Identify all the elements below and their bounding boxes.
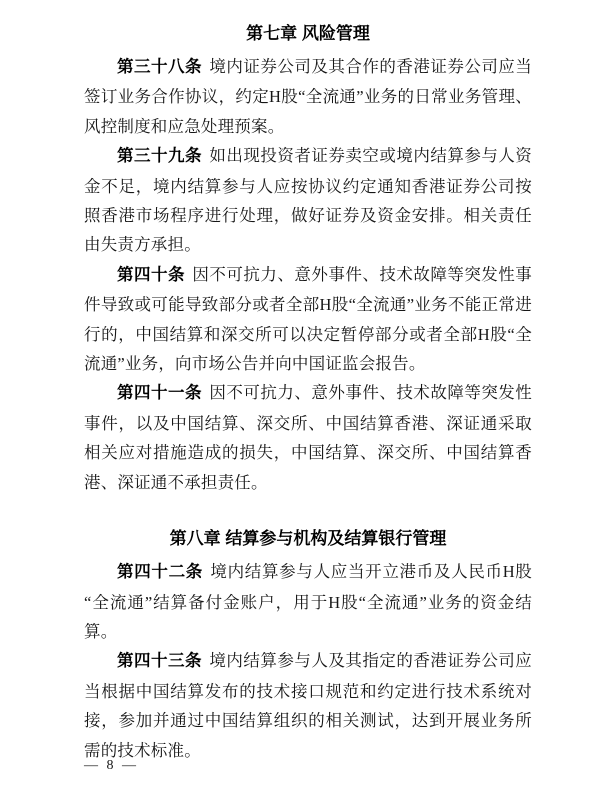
chapter-8-heading: 第八章 结算参与机构及结算银行管理: [169, 529, 447, 549]
article-42-text: 境内结算参与人应当开立港币及人民币H股“全流通”结算备付金账户，用于H股“全流通”业务的资金结算。: [84, 562, 533, 641]
article-38: [84, 52, 532, 141]
article-43: [84, 646, 532, 765]
article-39: [84, 141, 532, 260]
article-38-number: 第三十八条: [117, 58, 202, 76]
article-39-text: 如出现投资者证券卖空或境内结算参与人资金不足，境内结算参与人应按协议约定通知香港证券公司按照香港市场程序进行处理，做好证券及资金安排。相关责任由失责方承担。: [84, 146, 533, 255]
article-40: [84, 260, 532, 379]
article-41-number: 第四十一条: [117, 384, 202, 403]
article-39-number: 第三十九条: [117, 147, 202, 166]
article-40-text: 因不可抗力、意外事件、技术故障等突发性事件导致或可能导致部分或者全部H股“全流通”业务不能正常进行的，中国结算和深交所可以决定暂停部分或者全部H股“全流通”业务，向市场公告并向中国证监会报告。: [84, 264, 532, 374]
article-38-text: 境内证券公司及其合作的香港证券公司应当签订业务合作协议，约定H股“全流通”业务的日常业务管理、风控制度和应急处理预案。: [84, 57, 533, 136]
article-43-text: 境内结算参与人及其指定的香港证券公司应当根据中国结算发布的技术接口规范和约定进行技术系统对接，参加并通过中国结算组织的相关测试，达到开展业务所需的技术标准。: [84, 651, 533, 760]
article-41: [84, 378, 532, 497]
article-40-number: 第四十条: [117, 265, 185, 284]
text-column: [84, 19, 532, 765]
page-number: — 8 —: [84, 758, 138, 773]
article-42-number: 第四十二条: [117, 563, 203, 582]
article-41-text: 因不可抗力、意外事件、技术故障等突发性事件，以及中国结算、深交所、中国结算香港、深证通采取相关应对措施造成的损失，中国结算、深交所、中国结算香港、深证通不承担责任。: [84, 383, 533, 492]
article-43-number: 第四十三条: [117, 652, 202, 671]
article-42: [84, 557, 532, 646]
chapter-7-heading: 第七章 风险管理: [246, 24, 370, 43]
